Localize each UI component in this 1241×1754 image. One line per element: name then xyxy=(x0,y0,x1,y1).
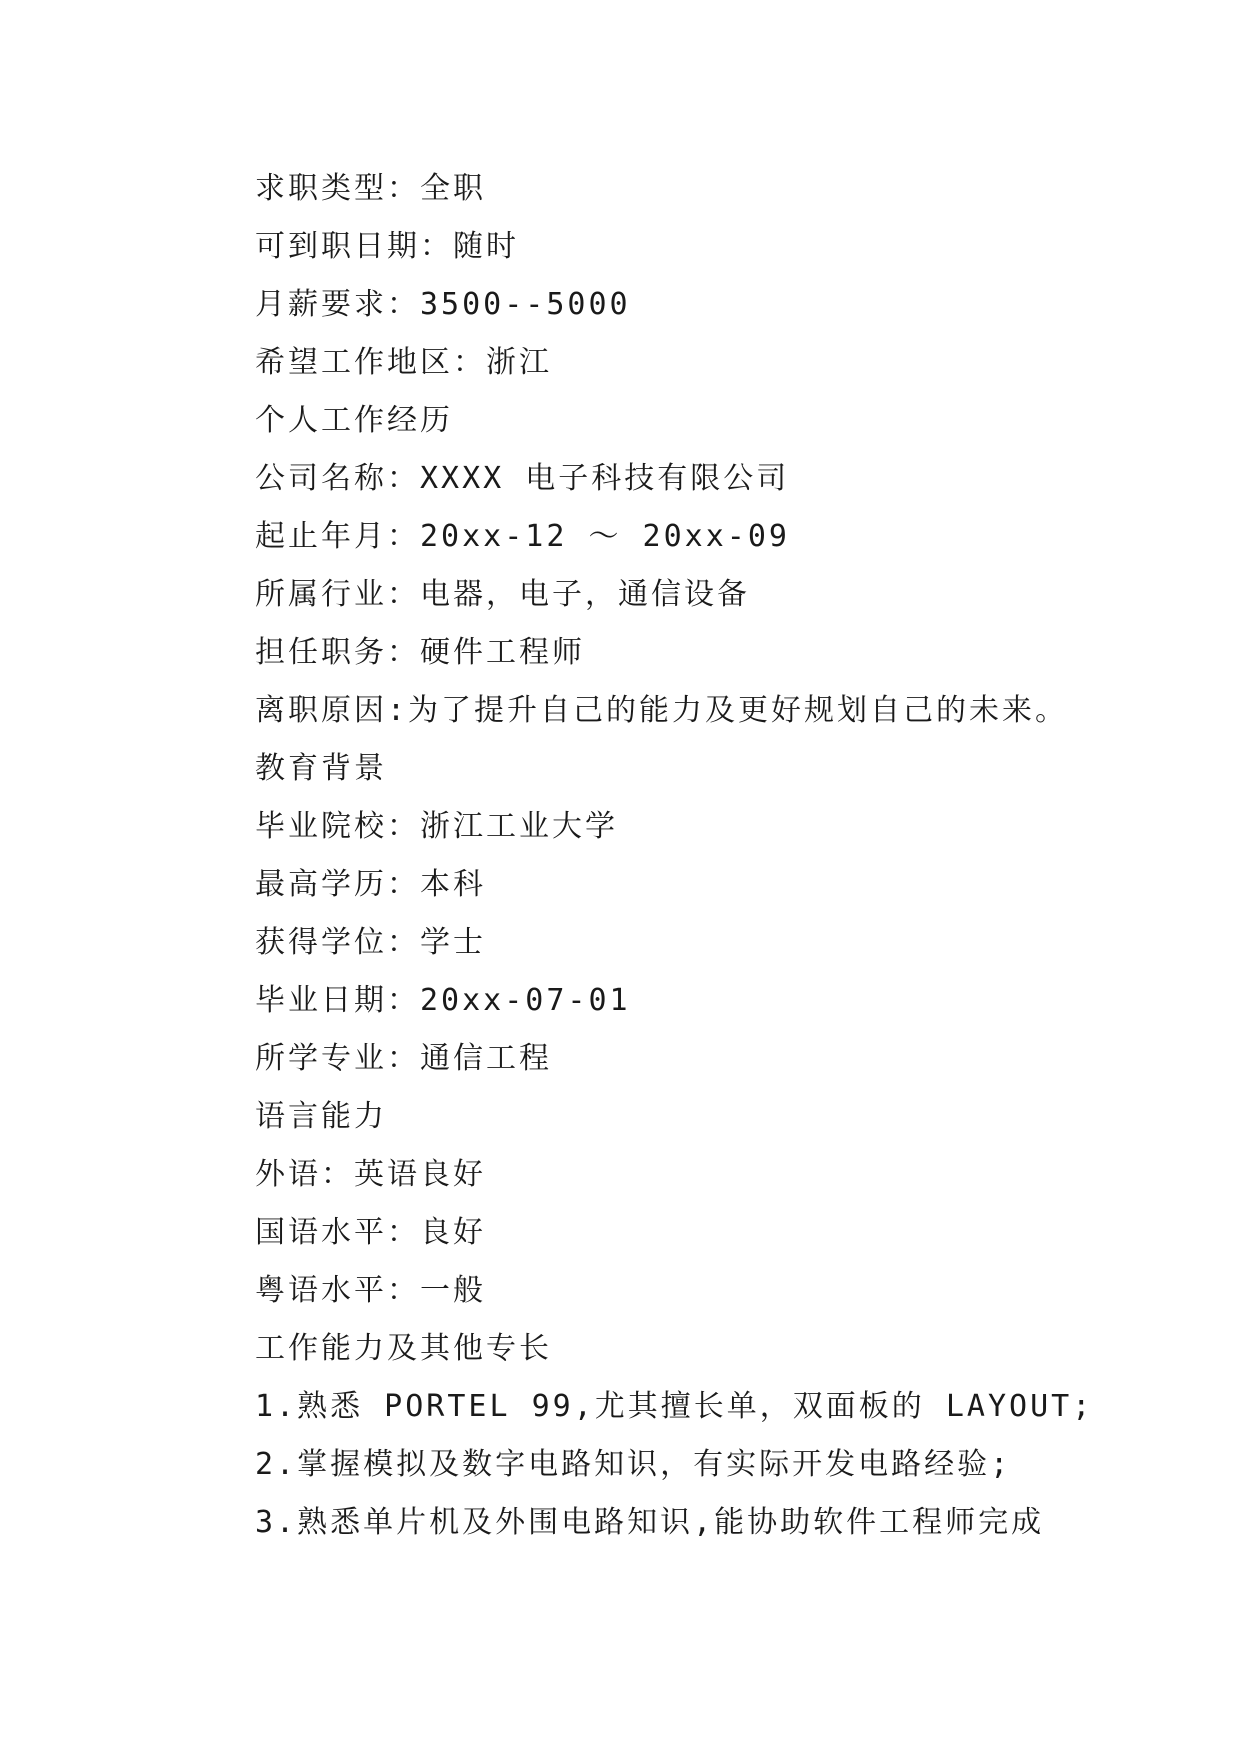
mandarin-line: 国语水平：良好 xyxy=(255,1215,486,1250)
education-heading: 教育背景 xyxy=(255,751,387,786)
major-line: 所学专业：通信工程 xyxy=(255,1041,552,1076)
position-line: 担任职务：硬件工程师 xyxy=(255,635,585,670)
language-heading: 语言能力 xyxy=(255,1099,387,1134)
industry-line: 所属行业：电器，电子，通信设备 xyxy=(255,577,750,612)
degree-line: 获得学位：学士 xyxy=(255,925,486,960)
work-history-heading: 个人工作经历 xyxy=(255,403,453,438)
document-body xyxy=(255,160,1155,1552)
salary-line: 月薪要求：3500--5000 xyxy=(255,287,631,322)
foreign-language-line: 外语：英语良好 xyxy=(255,1157,486,1192)
period-line: 起止年月：20xx-12 ～ 20xx-09 xyxy=(255,519,790,554)
skill-item-1: 1.熟悉 PORTEL 99,尤其擅长单，双面板的 LAYOUT; xyxy=(255,1389,1094,1424)
leave-reason-line: 离职原因:为了提升自己的能力及更好规划自己的未来。 xyxy=(255,693,1069,728)
school-line: 毕业院校：浙江工业大学 xyxy=(255,809,618,844)
work-region-line: 希望工作地区：浙江 xyxy=(255,345,552,380)
company-name-line: 公司名称：XXXX 电子科技有限公司 xyxy=(255,461,790,496)
job-type-line: 求职类型：全职 xyxy=(255,171,486,206)
graduation-date-line: 毕业日期：20xx-07-01 xyxy=(255,983,631,1018)
skill-item-3: 3.熟悉单片机及外围电路知识,能协助软件工程师完成 xyxy=(255,1505,1045,1540)
available-date-line: 可到职日期：随时 xyxy=(255,229,519,264)
highest-degree-line: 最高学历：本科 xyxy=(255,867,486,902)
cantonese-line: 粤语水平：一般 xyxy=(255,1273,486,1308)
skills-heading: 工作能力及其他专长 xyxy=(255,1331,552,1366)
skill-item-2: 2.掌握模拟及数字电路知识，有实际开发电路经验; xyxy=(255,1447,1012,1482)
